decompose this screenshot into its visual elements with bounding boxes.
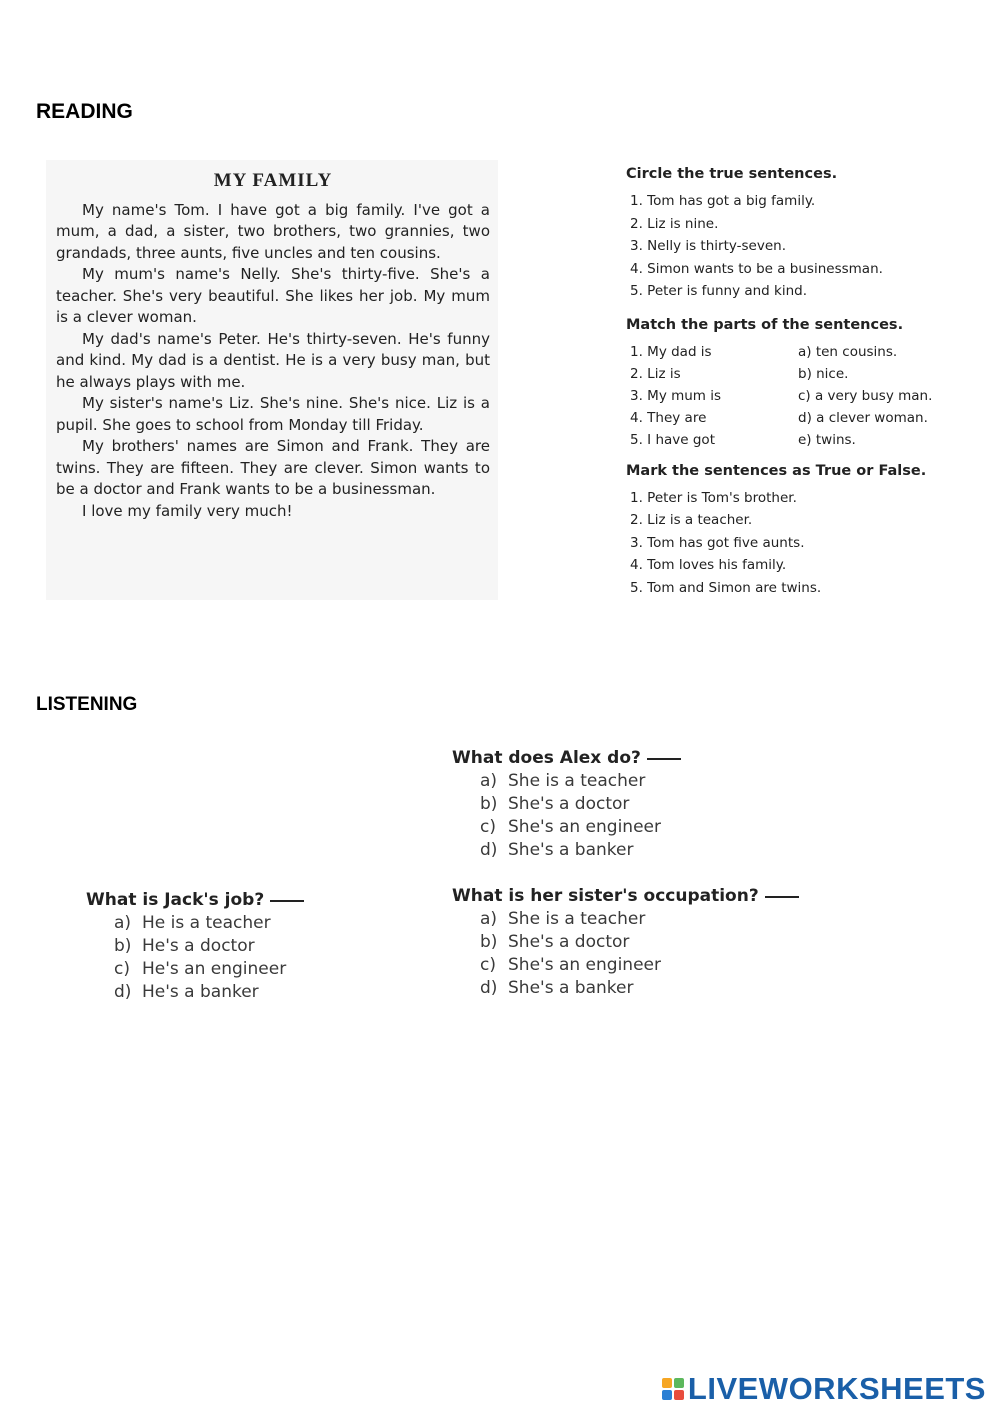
logo-mark-icon [662, 1378, 684, 1400]
option-letter: a) [480, 771, 498, 791]
option-c[interactable] [480, 954, 799, 977]
passage-title: MY FAMILY [213, 170, 333, 191]
match-left[interactable]: 2. Liz is [630, 365, 681, 382]
question-alex [452, 748, 681, 862]
option-d[interactable] [480, 977, 799, 1000]
truefalse-item[interactable]: 4. Tom loves his family. [630, 557, 787, 573]
exercises-column [616, 166, 956, 613]
circle-item[interactable]: 3. Nelly is thirty-seven. [630, 238, 786, 254]
match-right[interactable]: d) a clever woman. [798, 409, 928, 426]
option-text: He's a banker [142, 982, 259, 1002]
option-text: She is a teacher [508, 771, 646, 791]
match-row [630, 385, 956, 407]
question-text: What is Jack's job? [86, 890, 265, 910]
option-d[interactable] [480, 839, 681, 862]
match-right[interactable]: b) nice. [798, 365, 849, 382]
option-letter: b) [480, 932, 498, 952]
option-b[interactable] [480, 793, 681, 816]
truefalse-title: Mark the sentences as True or False. [626, 462, 927, 479]
option-a[interactable] [480, 908, 799, 931]
question-text: What is her sister's occupation? [452, 886, 759, 906]
match-row [630, 429, 956, 451]
option-b[interactable] [480, 931, 799, 954]
option-text: She is a teacher [508, 909, 646, 929]
reading-passage [46, 160, 498, 600]
question-title [86, 890, 304, 910]
passage-paragraph: My brothers' names are Simon and Frank. They are twins. They are fifteen. They are clever. Simon wants to be a doctor and Frank wants to be a businessman. [56, 437, 490, 498]
circle-title: Circle the true sentences. [626, 166, 838, 182]
option-letter: c) [480, 955, 496, 975]
option-text: She's an engineer [508, 955, 661, 975]
option-c[interactable] [114, 958, 304, 981]
passage-paragraph: I love my family very much! [82, 501, 293, 520]
question-title [452, 886, 799, 906]
option-text: He is a teacher [142, 913, 271, 933]
option-letter: b) [480, 794, 498, 814]
match-row [630, 407, 956, 429]
option-letter: d) [480, 978, 498, 998]
logo-square-icon [674, 1390, 684, 1400]
reading-heading: READING [36, 100, 133, 123]
option-text: She's a banker [508, 840, 634, 860]
truefalse-item[interactable]: 5. Tom and Simon are twins. [630, 579, 822, 596]
question-sister [452, 886, 799, 1000]
option-c[interactable] [480, 816, 681, 839]
match-left[interactable]: 4. They are [630, 409, 707, 426]
circle-item[interactable]: 4. Simon wants to be a businessman. [630, 260, 883, 277]
logo-square-icon [674, 1378, 684, 1388]
truefalse-list [630, 487, 956, 600]
logo-square-icon [662, 1390, 672, 1400]
answer-blank[interactable] [765, 895, 799, 898]
option-text: He's a doctor [142, 936, 255, 956]
option-b[interactable] [114, 935, 304, 958]
match-left[interactable]: 1. My dad is [630, 343, 712, 360]
passage-paragraph: My sister's name's Liz. She's nine. She's nice. Liz is a pupil. She goes to school from Monday till Friday. [56, 394, 490, 434]
match-left[interactable]: 5. I have got [630, 431, 715, 448]
circle-item[interactable]: 1. Tom has got a big family. [630, 193, 816, 209]
circle-list [630, 190, 956, 303]
match-title: Match the parts of the sentences. [626, 316, 904, 333]
option-letter: a) [480, 909, 498, 929]
question-text: What does Alex do? [452, 748, 641, 768]
truefalse-item[interactable]: 2. Liz is a teacher. [630, 512, 753, 528]
option-letter: b) [114, 936, 132, 956]
question-jack [86, 890, 304, 1004]
truefalse-item[interactable]: 3. Tom has got five aunts. [630, 534, 805, 551]
passage-paragraph: My name's Tom. I have got a big family. I've got a mum, a dad, a sister, two brothers, two grannies, two grandads, three aunts, five uncles and ten cousins. [56, 200, 490, 262]
liveworksheets-logo [662, 1372, 986, 1406]
option-text: She's a banker [508, 978, 634, 998]
option-letter: d) [114, 982, 132, 1002]
match-table [616, 341, 956, 451]
option-letter: c) [480, 817, 496, 837]
logo-square-icon [662, 1378, 672, 1388]
match-left[interactable]: 3. My mum is [630, 387, 722, 404]
option-text: She's a doctor [508, 794, 630, 814]
option-a[interactable] [114, 912, 304, 935]
circle-item[interactable]: 2. Liz is nine. [630, 215, 719, 232]
passage-paragraph: My mum's name's Nelly. She's thirty-five. She's a teacher. She's very beautiful. She likes her job. My mum is a clever woman. [56, 265, 490, 326]
spacer [616, 451, 956, 463]
option-letter: a) [114, 913, 132, 933]
listening-heading: LISTENING [36, 694, 138, 715]
passage-paragraph: My dad's name's Peter. He's thirty-seven. He's funny and kind. My dad is a dentist. He is a very busy man, but he always plays with me. [56, 329, 490, 391]
answer-blank[interactable] [647, 757, 681, 760]
logo-text: LIVEWORKSHEETS [687, 1371, 986, 1406]
option-text: She's an engineer [508, 817, 661, 837]
answer-blank[interactable] [270, 899, 304, 902]
option-a[interactable] [480, 770, 681, 793]
option-d[interactable] [114, 981, 304, 1004]
truefalse-item[interactable]: 1. Peter is Tom's brother. [630, 489, 797, 506]
match-row [630, 341, 956, 363]
option-letter: d) [480, 840, 498, 860]
option-text: He's an engineer [142, 959, 287, 979]
option-text: She's a doctor [508, 932, 630, 952]
circle-item[interactable]: 5. Peter is funny and kind. [630, 283, 808, 299]
option-letter: c) [114, 959, 130, 979]
match-right[interactable]: e) twins. [798, 431, 856, 448]
question-title [452, 748, 681, 768]
match-right[interactable]: a) ten cousins. [798, 343, 898, 360]
match-row [630, 363, 956, 385]
match-right[interactable]: c) a very busy man. [798, 387, 933, 404]
